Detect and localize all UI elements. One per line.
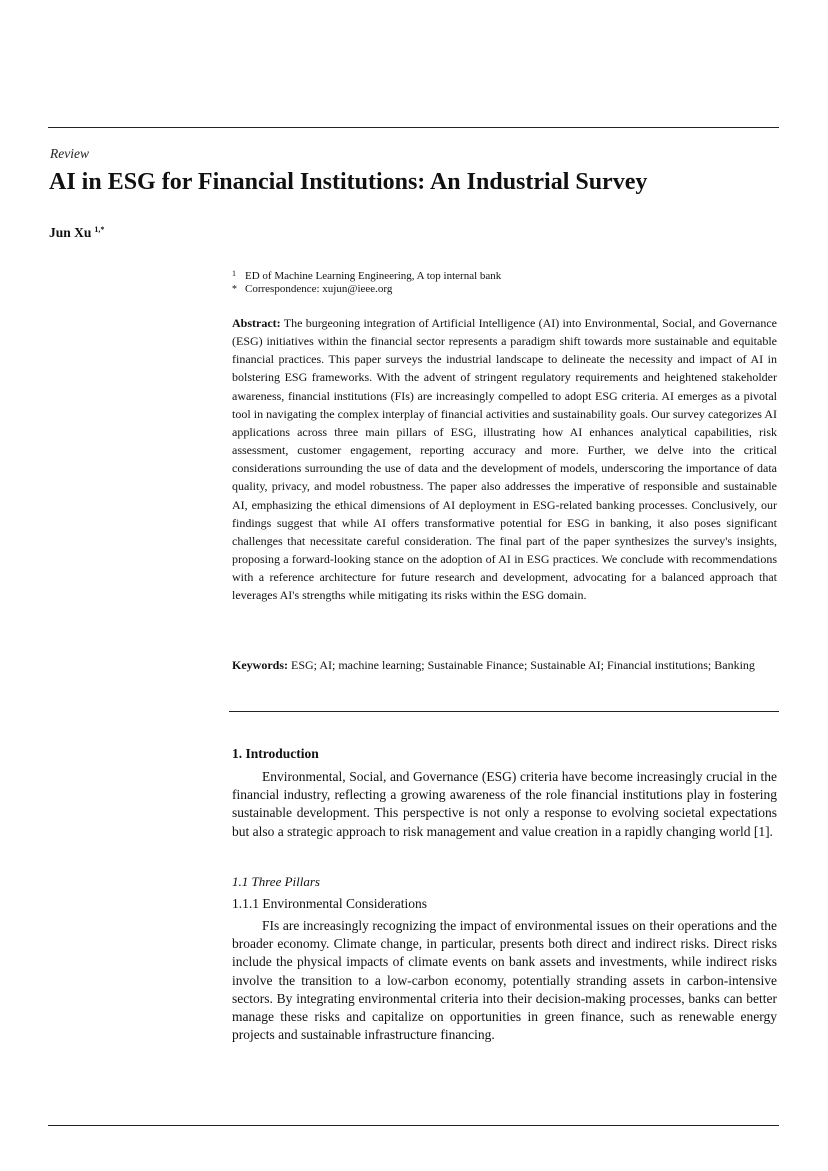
- affiliation-mark: 1: [232, 269, 236, 278]
- keywords-text: ESG; AI; machine learning; Sustainable Finance; Sustainable AI; Financial institutions; Banking: [291, 658, 755, 672]
- introduction-paragraph: Environmental, Social, and Governance (ESG) criteria have become increasingly crucial in the financial industry, reflecting a growing awareness of the role financial institutions play in fostering sustainable development. This perspective is not only a response to evolving societal expectations but also a strategic approach to risk management and value creation in a rapidly changing world [1].: [232, 769, 777, 839]
- subsubsection-heading-environmental: 1.1.1 Environmental Considerations: [232, 896, 427, 911]
- author-marks: 1,*: [94, 225, 105, 234]
- article-type: Review: [50, 146, 89, 161]
- keywords: [232, 656, 777, 674]
- abstract: [232, 314, 777, 605]
- paper-title: AI in ESG for Financial Institutions: An Industrial Survey: [49, 169, 648, 195]
- author-line: [49, 225, 104, 241]
- keywords-label: Keywords:: [232, 658, 288, 672]
- affiliation-text: ED of Machine Learning Engineering, A top internal bank: [245, 270, 502, 282]
- header-rule: [48, 127, 779, 128]
- abstract-label: Abstract:: [232, 316, 281, 330]
- footer-rule: [48, 1125, 779, 1126]
- correspondence: [232, 282, 777, 297]
- subsection-heading-three-pillars: 1.1 Three Pillars: [232, 874, 320, 889]
- author-name: Jun Xu: [49, 225, 92, 240]
- abstract-rule: [229, 711, 779, 712]
- abstract-text: The burgeoning integration of Artificial Intelligence (AI) into Environmental, Social, and Governance (ESG) initiatives within the financial sector represents a paradigm shift towards more sustainable and equitable financial practices. This paper surveys the industrial landscape to delineate the necessity and impact of AI in bolstering ESG frameworks. With the advent of stringent regulatory requirements and heightened stakeholder awareness, financial institutions (FIs) are increasingly compelled to adopt ESG criteria. AI emerges as a pivotal tool in navigating the complex interplay of financial activities and sustainability goals. Our survey categorizes AI applications across three main pillars of ESG, illustrating how AI enhances analytical capabilities, risk assessment, customer engagement, reporting accuracy and more. Further, we delve into the critical considerations surrounding the use of data and the development of models, underscoring the importance of data quality, privacy, and model robustness. The paper also addresses the imperative of responsible and sustainable AI, emphasizing the ethical dimensions of AI deployment in ESG-related banking processes. Conclusively, our findings suggest that while AI offers transformative potential for ESG in banking, it also poses significant challenges that necessitate careful consideration. The final part of the paper synthesizes the survey's insights, proposing a forward-looking stance on the adoption of AI in ESG practices. We conclude with recommendations with a reference architecture for future research and development, advocating for a balanced approach that leverages AI's strengths while mitigating its risks within the ESG domain.: [232, 316, 777, 603]
- environmental-paragraph: FIs are increasingly recognizing the impact of environmental issues on their operations and the broader economy. Climate change, in particular, presents both direct and indirect risks. Direct risks include the physical impacts of climate events on bank assets and investments, while indirect risks involve the transition to a low-carbon economy, potentially stranding assets in carbon-intensive sectors. By integrating environmental criteria into their decision-making processes, banks can better manage these risks and capitalize on opportunities in green finance, such as renewable energy projects and sustainable infrastructure financing.: [232, 918, 777, 1043]
- correspondence-text: Correspondence: xujun@ieee.org: [245, 283, 393, 295]
- correspondence-mark: *: [232, 284, 237, 295]
- section-heading-introduction: 1. Introduction: [232, 746, 319, 761]
